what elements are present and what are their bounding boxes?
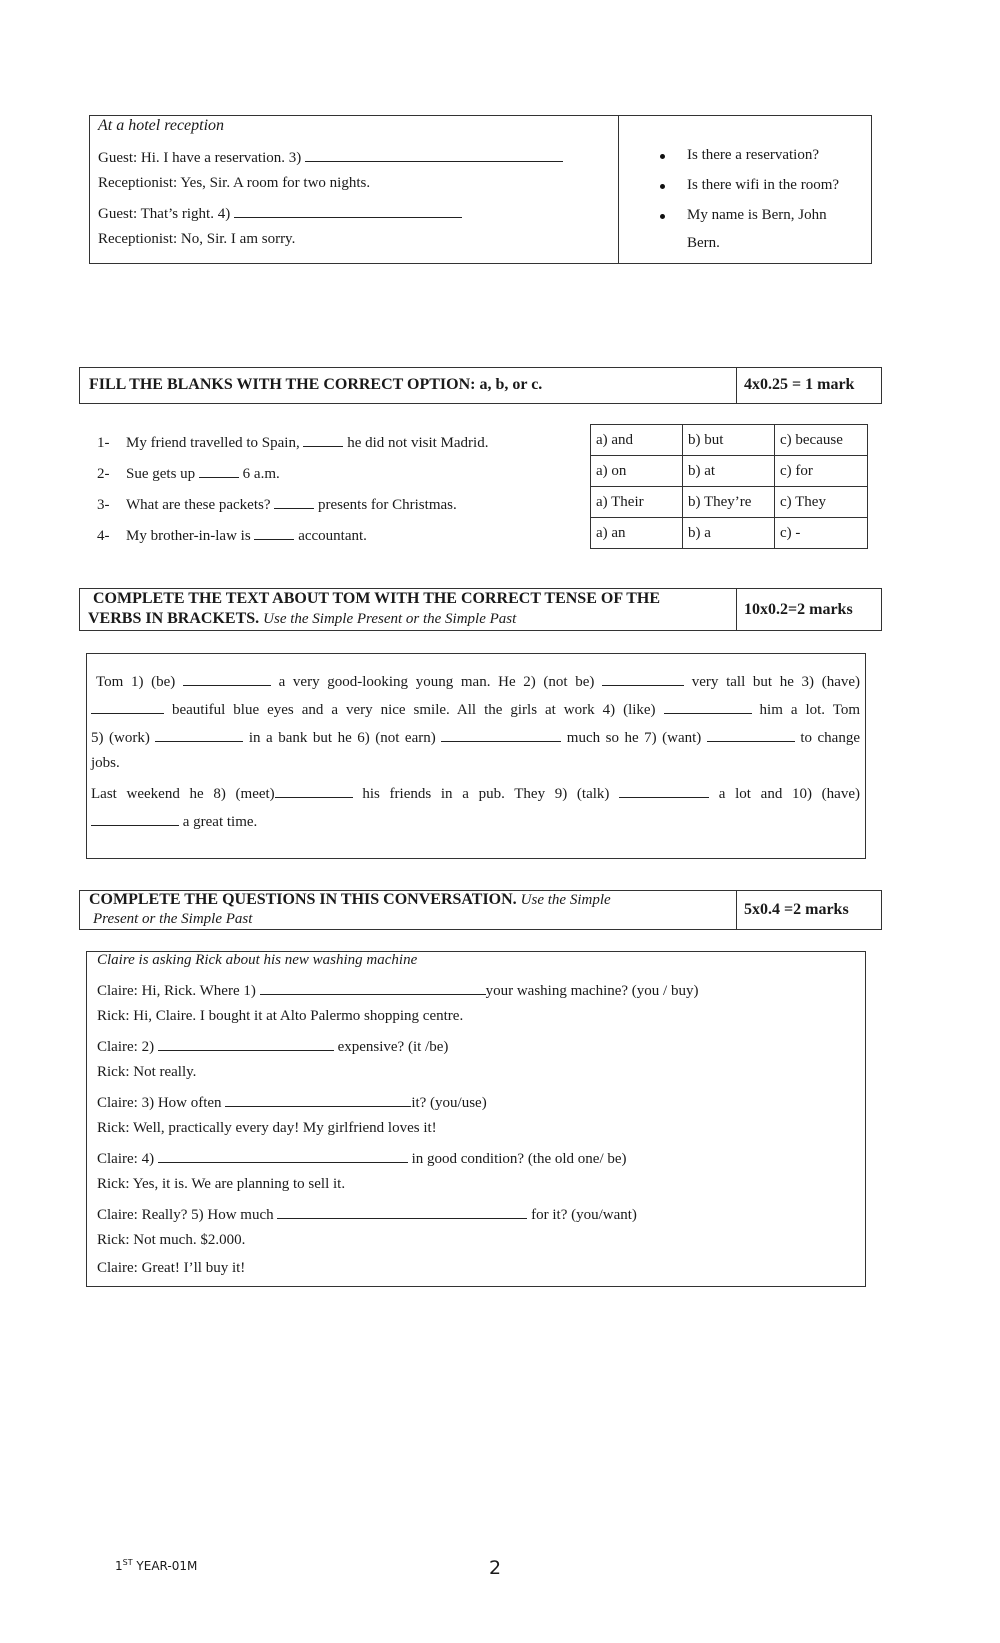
answer-blank-8[interactable] xyxy=(275,783,353,798)
section2-marks: 10x0.2=2 marks xyxy=(744,601,853,618)
conv-line-8: Rick: Yes, it is. We are planning to sell it. xyxy=(97,1176,346,1192)
section3-title-bold: COMPLETE THE QUESTIONS IN THIS CONVERSATION. xyxy=(89,891,517,908)
question-number: 1- xyxy=(97,435,110,451)
option-c[interactable]: c) They xyxy=(775,487,868,518)
options-row-2 xyxy=(591,456,868,487)
option-b[interactable]: b) They’re xyxy=(683,487,775,518)
bullet-icon xyxy=(660,184,665,189)
question-number: 3- xyxy=(97,497,110,513)
section2-title-italic: Use the Simple Present or the Simple Past xyxy=(263,611,517,627)
section2-title-line2 xyxy=(88,610,516,628)
answer-blank-1[interactable] xyxy=(260,980,486,995)
conv-text: expensive? (it /be) xyxy=(337,1039,449,1055)
tom-line-6 xyxy=(91,811,257,831)
option-c[interactable]: c) - xyxy=(775,518,868,549)
section1-title: FILL THE BLANKS WITH THE CORRECT OPTION: a, b, or c. xyxy=(89,376,543,393)
conv-line-5 xyxy=(97,1092,487,1112)
options-table xyxy=(590,424,868,549)
section3-title-line2: Present or the Simple Past xyxy=(93,911,253,927)
hotel-line-2: Receptionist: Yes, Sir. A room for two nights. xyxy=(98,175,371,191)
options-row-4 xyxy=(591,518,868,549)
tom-text: a very good-looking young man. He 2) (not be) xyxy=(278,674,595,690)
footer-level-rest: YEAR-01M xyxy=(132,1559,198,1573)
tom-text: to change xyxy=(800,730,860,746)
section2-title-bold: VERBS IN BRACKETS. xyxy=(88,610,260,627)
footer-level xyxy=(115,1558,197,1573)
hotel-line-3-text: Guest: That’s right. 4) xyxy=(98,206,231,222)
tom-text: a great time. xyxy=(182,814,258,830)
tom-text: very tall but he 3) (have) xyxy=(691,674,861,690)
option-b[interactable]: b) but xyxy=(683,425,775,456)
conv-text: Claire: Hi, Rick. Where 1) xyxy=(97,983,256,999)
conv-text: your washing machine? (you / buy) xyxy=(485,983,699,999)
answer-blank-5[interactable] xyxy=(155,727,243,742)
option-a[interactable]: a) on xyxy=(591,456,683,487)
question-number: 4- xyxy=(97,528,110,544)
section1-marks: 4x0.25 = 1 mark xyxy=(744,376,855,393)
tom-line-4: jobs. xyxy=(91,755,120,771)
question-text-after: accountant. xyxy=(298,528,367,544)
tom-text: him a lot. Tom xyxy=(759,702,861,718)
answer-blank-5[interactable] xyxy=(277,1204,527,1219)
answer-blank[interactable] xyxy=(303,432,343,447)
question-text-before: What are these packets? xyxy=(126,497,271,513)
answer-blank[interactable] xyxy=(274,494,314,509)
hotel-line-1-text: Guest: Hi. I have a reservation. 3) xyxy=(98,150,302,166)
conv-line-4: Rick: Not really. xyxy=(97,1064,197,1080)
question-1 xyxy=(97,432,488,452)
option-a[interactable]: a) an xyxy=(591,518,683,549)
tom-text: a lot and 10) (have) xyxy=(718,786,860,802)
bullet-icon xyxy=(660,214,665,219)
question-3 xyxy=(97,494,457,514)
option-c[interactable]: c) because xyxy=(775,425,868,456)
conv-line-2: Rick: Hi, Claire. I bought it at Alto Palermo shopping centre. xyxy=(97,1008,464,1024)
section1-header-divider xyxy=(736,367,737,404)
options-row-1 xyxy=(591,425,868,456)
option-a[interactable]: a) Their xyxy=(591,487,683,518)
section3-title-italic: Use the Simple xyxy=(520,892,611,908)
question-text-before: My friend travelled to Spain, xyxy=(126,435,300,451)
section2-title-line1: COMPLETE THE TEXT ABOUT TOM WITH THE CORRECT TENSE OF THE xyxy=(93,590,660,607)
hotel-line-3 xyxy=(98,203,462,223)
tom-line-3 xyxy=(91,727,860,747)
conv-line-10: Rick: Not much. $2.000. xyxy=(97,1232,246,1248)
section3-marks: 5x0.4 =2 marks xyxy=(744,901,849,918)
answer-blank[interactable] xyxy=(199,463,239,478)
question-text-after: he did not visit Madrid. xyxy=(347,435,489,451)
section3-title-line1 xyxy=(89,891,611,909)
question-text-after: presents for Christmas. xyxy=(318,497,457,513)
answer-blank-2[interactable] xyxy=(602,671,684,686)
tom-text: much so he 7) (want) xyxy=(566,730,702,746)
answer-blank-10[interactable] xyxy=(91,811,179,826)
tom-line-2 xyxy=(91,699,860,719)
conv-text: Claire: 2) xyxy=(97,1039,155,1055)
answer-blank-3[interactable] xyxy=(305,147,563,162)
question-number: 2- xyxy=(97,466,110,482)
option-b[interactable]: b) a xyxy=(683,518,775,549)
conv-text: Claire: 4) xyxy=(97,1151,155,1167)
conv-text: for it? (you/want) xyxy=(531,1207,637,1223)
conv-text: Claire: 3) How often xyxy=(97,1095,222,1111)
options-row-3 xyxy=(591,487,868,518)
conv-line-6: Rick: Well, practically every day! My girlfriend loves it! xyxy=(97,1120,437,1136)
answer-blank[interactable] xyxy=(254,525,294,540)
conv-line-11: Claire: Great! I’ll buy it! xyxy=(97,1260,246,1276)
page-number: 2 xyxy=(489,1557,502,1579)
tom-text: his friends in a pub. They 9) (talk) xyxy=(362,786,610,802)
answer-blank-6[interactable] xyxy=(441,727,561,742)
bullet-icon xyxy=(660,154,665,159)
question-text-before: Sue gets up xyxy=(126,466,196,482)
conv-line-3 xyxy=(97,1036,448,1056)
tom-text: 5) (work) xyxy=(91,730,150,746)
conv-text: Claire: Really? 5) How much xyxy=(97,1207,274,1223)
question-2 xyxy=(97,463,280,483)
answer-blank-4[interactable] xyxy=(234,203,462,218)
tom-text: beautiful blue eyes and a very nice smile. All the girls at work 4) (like) xyxy=(171,702,656,718)
hotel-option-2: Is there wifi in the room? xyxy=(687,177,840,193)
answer-blank-3[interactable] xyxy=(225,1092,411,1107)
tom-line-5 xyxy=(91,783,860,803)
tom-text: Tom 1) (be) xyxy=(96,674,176,690)
question-text-after: 6 a.m. xyxy=(242,466,280,482)
hotel-option-3: My name is Bern, John xyxy=(687,207,827,223)
answer-blank-9[interactable] xyxy=(619,783,709,798)
answer-blank-7[interactable] xyxy=(707,727,795,742)
footer-level-sup: ST xyxy=(122,1558,133,1567)
section3-header-divider xyxy=(736,890,737,930)
answer-blank-1[interactable] xyxy=(183,671,271,686)
hotel-option-3-cont: Bern. xyxy=(687,235,720,251)
conv-line-7 xyxy=(97,1148,627,1168)
answer-blank-3[interactable] xyxy=(91,699,164,714)
answer-blank-4[interactable] xyxy=(158,1148,408,1163)
answer-blank-4[interactable] xyxy=(664,699,752,714)
conv-line-1 xyxy=(97,980,698,1000)
hotel-line-1 xyxy=(98,147,563,167)
section2-header-divider xyxy=(736,588,737,631)
conv-text: it? (you/use) xyxy=(411,1095,487,1111)
tom-text: Last weekend he 8) (meet) xyxy=(91,786,275,802)
question-text-before: My brother-in-law is xyxy=(126,528,251,544)
tom-text: in a bank but he 6) (not earn) xyxy=(248,730,436,746)
answer-blank-2[interactable] xyxy=(158,1036,334,1051)
option-c[interactable]: c) for xyxy=(775,456,868,487)
option-a[interactable]: a) and xyxy=(591,425,683,456)
hotel-line-4: Receptionist: No, Sir. I am sorry. xyxy=(98,231,296,247)
option-b[interactable]: b) at xyxy=(683,456,775,487)
conversation-intro: Claire is asking Rick about his new washing machine xyxy=(97,952,418,968)
hotel-heading: At a hotel reception xyxy=(98,117,225,134)
conv-line-9 xyxy=(97,1204,637,1224)
question-4 xyxy=(97,525,367,545)
hotel-option-1: Is there a reservation? xyxy=(687,147,820,163)
conv-text: in good condition? (the old one/ be) xyxy=(411,1151,627,1167)
footer-level-num: 1 xyxy=(115,1559,123,1573)
hotel-divider xyxy=(618,115,619,264)
tom-line-1 xyxy=(96,671,860,691)
